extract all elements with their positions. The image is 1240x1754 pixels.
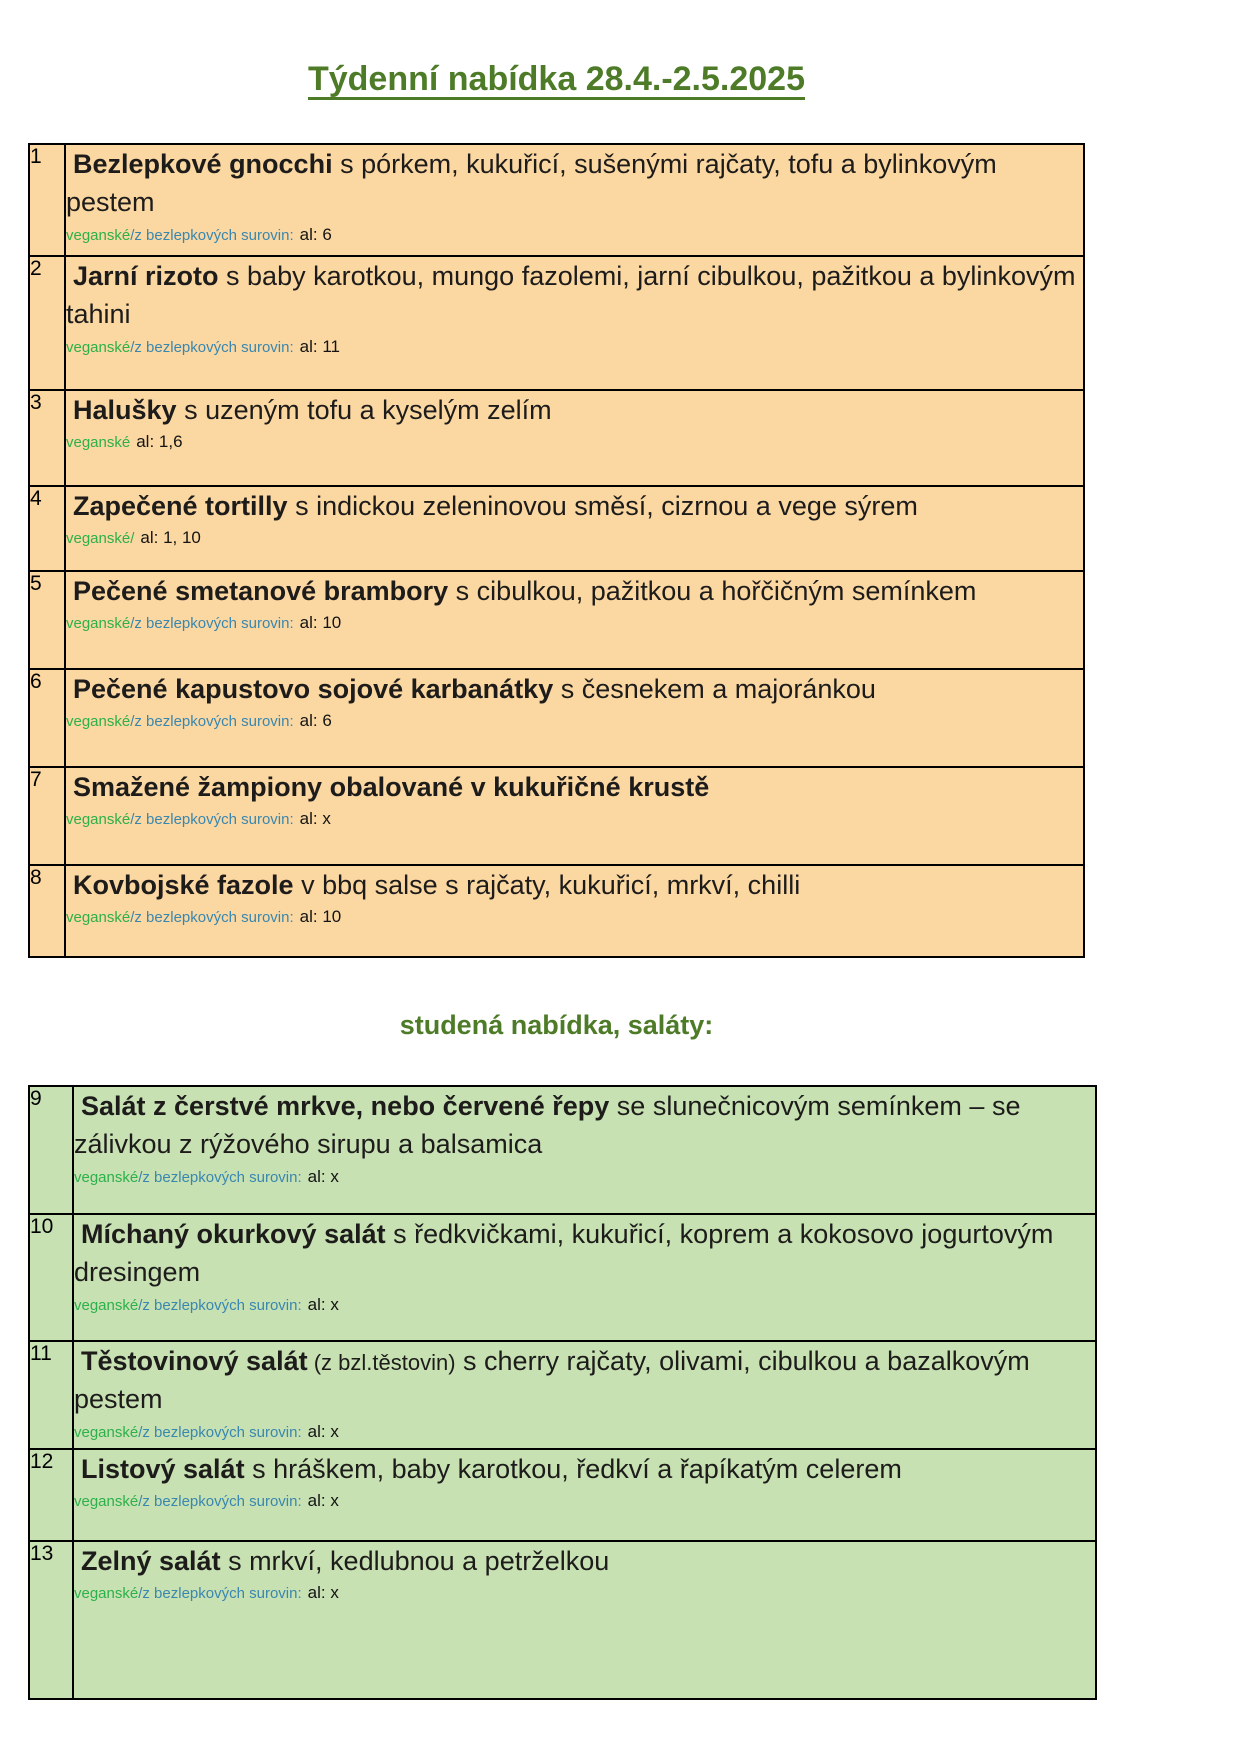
- menu-row: [29, 1541, 1096, 1699]
- diet-tags: [74, 1490, 1095, 1512]
- dish-title: Salát z čerstvé mrkve, nebo červené řepy: [81, 1091, 610, 1121]
- dish-description: s uzeným tofu a kyselým zelím: [176, 395, 552, 425]
- vegan-tag: veganské: [74, 1493, 139, 1511]
- menu-row: [29, 486, 1084, 571]
- vegan-tag: veganské: [74, 1168, 139, 1186]
- dish-text: [66, 866, 1083, 904]
- menu-row: [29, 1341, 1096, 1449]
- diet-tags: [66, 431, 1083, 453]
- dish-text: [66, 768, 1083, 806]
- row-content: [73, 1341, 1096, 1449]
- dish-title: Bezlepkové gnocchi: [73, 149, 333, 179]
- diet-tags: [74, 1582, 1095, 1604]
- dish-text: [74, 1087, 1095, 1164]
- row-number: 10: [29, 1214, 73, 1341]
- dish-description: v bbq salse s rajčaty, kukuřicí, mrkví, chilli: [293, 870, 801, 900]
- dish-description: se slunečnicovým semínkem – se zálivkou z rýžového sirupu a balsamica: [74, 1091, 1021, 1160]
- row-content: [65, 571, 1084, 669]
- glutenfree-tag: /z bezlepkových surovin:: [138, 1296, 302, 1314]
- dish-title: Zapečené tortilly: [73, 491, 288, 521]
- dish-description: s baby karotkou, mungo fazolemi, jarní cibulkou, pažitkou a bylinkovým tahini: [66, 261, 1076, 330]
- row-content: [65, 865, 1084, 957]
- row-number: 7: [29, 767, 65, 865]
- cold-menu-table: [28, 1085, 1097, 1700]
- page-title: Týdenní nabídka 28.4.-2.5.2025: [307, 60, 805, 98]
- dish-text: [74, 1542, 1095, 1580]
- row-content: [65, 767, 1084, 865]
- vegan-tag: veganské: [74, 1423, 139, 1441]
- row-content: [73, 1541, 1096, 1699]
- glutenfree-tag: /z bezlepkových surovin:: [138, 1168, 302, 1186]
- dish-text: [74, 1342, 1095, 1419]
- dish-description: s cibulkou, pažitkou a hořčičným semínkem: [448, 576, 977, 606]
- diet-tags: [66, 906, 1083, 928]
- row-number: 4: [29, 486, 65, 571]
- glutenfree-tag: /z bezlepkových surovin:: [138, 1423, 302, 1441]
- diet-tags: [66, 224, 1083, 246]
- menu-row: [29, 1086, 1096, 1214]
- dish-text: [66, 257, 1083, 334]
- row-content: [65, 486, 1084, 571]
- dish-title: Míchaný okurkový salát: [81, 1219, 386, 1249]
- allergen-info: al: x: [307, 1166, 339, 1186]
- hot-menu-body: [29, 144, 1084, 957]
- dish-description: s česnekem a majoránkou: [553, 674, 876, 704]
- dish-note: (z bzl.těstovin): [307, 1350, 456, 1375]
- menu-row: [29, 1214, 1096, 1341]
- row-number: 13: [29, 1541, 73, 1699]
- row-number: 1: [29, 144, 65, 256]
- vegan-tag: veganské: [66, 226, 131, 244]
- vegan-tag: veganské: [74, 1296, 139, 1314]
- row-content: [73, 1214, 1096, 1341]
- glutenfree-tag: /z bezlepkových surovin:: [130, 713, 294, 731]
- dish-text: [66, 670, 1083, 708]
- glutenfree-tag: /z bezlepkových surovin:: [130, 226, 294, 244]
- glutenfree-tag: /z bezlepkových surovin:: [130, 811, 294, 829]
- vegan-tag: veganské: [74, 1585, 139, 1603]
- allergen-info: al: x: [307, 1421, 339, 1441]
- row-number: 3: [29, 390, 65, 486]
- glutenfree-tag: /z bezlepkových surovin:: [138, 1585, 302, 1603]
- vegan-tag: veganské: [66, 713, 131, 731]
- row-number: 5: [29, 571, 65, 669]
- diet-tags: [66, 612, 1083, 634]
- vegan-tag: veganské: [66, 909, 131, 927]
- glutenfree-tag: /z bezlepkových surovin:: [130, 909, 294, 927]
- row-number: 11: [29, 1341, 73, 1449]
- allergen-info: al: 10: [299, 907, 342, 927]
- dish-title: Jarní rizoto: [73, 261, 219, 291]
- row-content: [65, 256, 1084, 390]
- diet-tags: [66, 710, 1083, 732]
- menu-row: [29, 256, 1084, 390]
- allergen-info: al: 1,6: [136, 432, 183, 452]
- row-content: [73, 1086, 1096, 1214]
- allergen-info: al: 1, 10: [140, 528, 201, 548]
- row-number: 6: [29, 669, 65, 767]
- dish-text: [66, 145, 1083, 222]
- dish-text: [74, 1450, 1095, 1488]
- glutenfree-tag: /z bezlepkových surovin:: [130, 338, 294, 356]
- allergen-info: al: x: [307, 1294, 339, 1314]
- vegan-tag: veganské: [66, 434, 131, 452]
- cold-section-heading: studená nabídka, saláty:: [399, 1010, 714, 1040]
- menu-row: [29, 390, 1084, 486]
- allergen-info: al: x: [307, 1491, 339, 1511]
- allergen-info: al: 11: [299, 336, 340, 356]
- dish-text: [66, 572, 1083, 610]
- row-content: [65, 669, 1084, 767]
- menu-row: [29, 571, 1084, 669]
- diet-tags: [66, 527, 1083, 549]
- menu-row: [29, 865, 1084, 957]
- menu-row: [29, 144, 1084, 256]
- allergen-info: al: 10: [299, 613, 342, 633]
- menu-row: [29, 1449, 1096, 1541]
- row-content: [65, 390, 1084, 486]
- dish-description: s pórkem, kukuřicí, sušenými rajčaty, tofu a bylinkovým pestem: [66, 149, 997, 218]
- menu-row: [29, 767, 1084, 865]
- glutenfree-tag: /z bezlepkových surovin:: [130, 615, 294, 633]
- dish-description: s indickou zeleninovou směsí, cizrnou a vege sýrem: [287, 491, 918, 521]
- row-number: 8: [29, 865, 65, 957]
- vegan-tag: veganské/: [66, 530, 135, 548]
- row-number: 2: [29, 256, 65, 390]
- dish-description: s ředkvičkami, kukuřicí, koprem a kokosovo jogurtovým dresingem: [74, 1219, 1054, 1288]
- row-content: [65, 144, 1084, 256]
- dish-description: s hráškem, baby karotkou, ředkví a řapíkatým celerem: [244, 1454, 902, 1484]
- diet-tags: [74, 1166, 1095, 1188]
- diet-tags: [74, 1421, 1095, 1443]
- glutenfree-tag: /z bezlepkových surovin:: [138, 1493, 302, 1511]
- diet-tags: [66, 336, 1083, 358]
- dish-text: [66, 487, 1083, 525]
- cold-menu-body: [29, 1086, 1096, 1699]
- row-number: 9: [29, 1086, 73, 1214]
- allergen-info: al: 6: [299, 224, 332, 244]
- allergen-info: al: x: [299, 809, 331, 829]
- diet-tags: [74, 1294, 1095, 1316]
- dish-title: Halušky: [73, 395, 177, 425]
- dish-description: s cherry rajčaty, olivami, cibulkou a bazalkovým pestem: [74, 1346, 1030, 1415]
- dish-title: Pečené kapustovo sojové karbanátky: [73, 674, 554, 704]
- dish-title: Kovbojské fazole: [73, 870, 294, 900]
- allergen-info: al: 6: [299, 711, 332, 731]
- row-content: [73, 1449, 1096, 1541]
- vegan-tag: veganské: [66, 338, 131, 356]
- vegan-tag: veganské: [66, 615, 131, 633]
- diet-tags: [66, 808, 1083, 830]
- row-number: 12: [29, 1449, 73, 1541]
- dish-text: [74, 1215, 1095, 1292]
- menu-row: [29, 669, 1084, 767]
- dish-title: Těstovinový salát: [81, 1346, 308, 1376]
- dish-description: s mrkví, kedlubnou a petrželkou: [220, 1546, 610, 1576]
- dish-title: Smažené žampiony obalované v kukuřičné krustě: [73, 772, 710, 802]
- hot-menu-table: [28, 143, 1085, 958]
- vegan-tag: veganské: [66, 811, 131, 829]
- allergen-info: al: x: [307, 1583, 339, 1603]
- dish-title: Listový salát: [81, 1454, 245, 1484]
- dish-text: [66, 391, 1083, 429]
- dish-title: Zelný salát: [81, 1546, 221, 1576]
- dish-title: Pečené smetanové brambory: [73, 576, 449, 606]
